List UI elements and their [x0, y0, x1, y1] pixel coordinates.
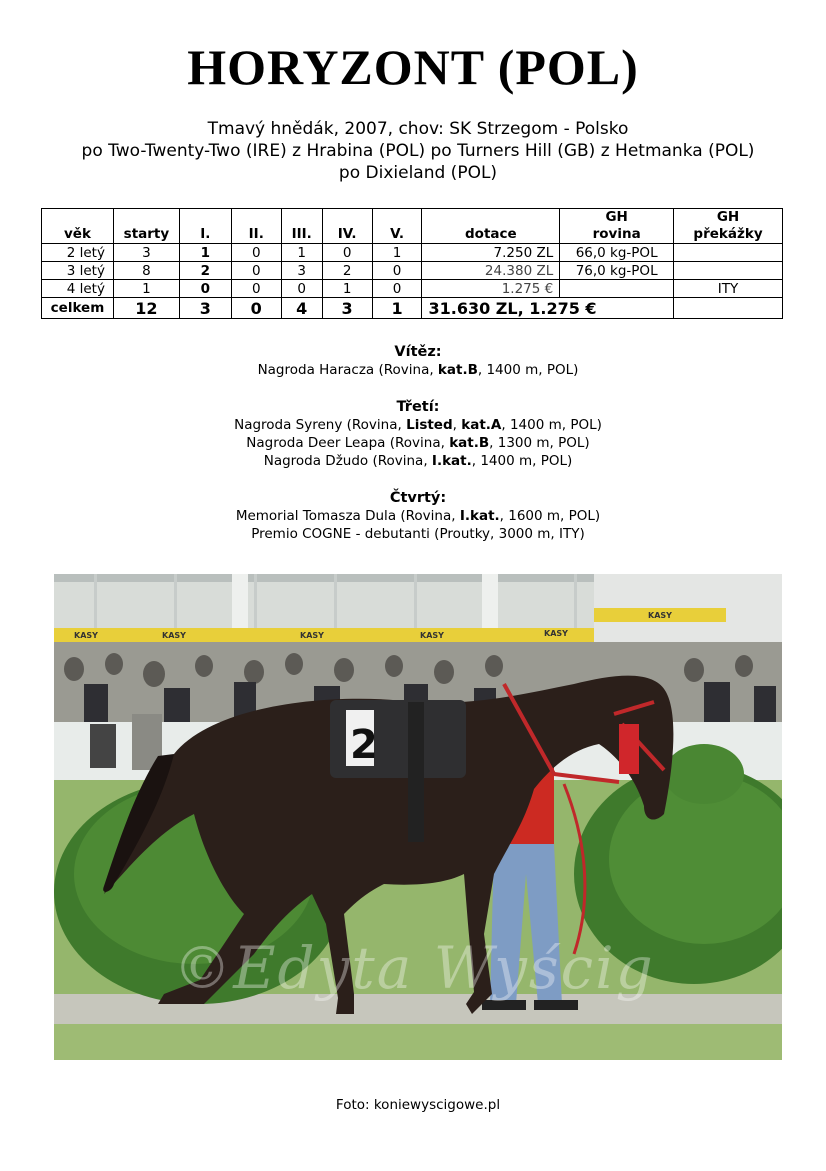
- race-line: Nagroda Deer Leapa (Rovina, kat.B, 1300 m, POL): [246, 435, 590, 451]
- kasy-sign: KASY: [300, 631, 324, 640]
- cell-fourth: 1: [322, 280, 372, 298]
- total-prize: 31.630 ZL, 1.275 €: [422, 298, 674, 319]
- kasy-sign: KASY: [648, 611, 672, 620]
- page-title: HORYZONT (POL): [187, 39, 639, 95]
- total-first: 3: [179, 298, 231, 319]
- fourth-heading: Čtvrtý:: [389, 490, 447, 506]
- header-fifth: V.: [372, 209, 422, 244]
- total-third: 4: [281, 298, 322, 319]
- photo-credit: Foto: koniewyscigowe.pl: [335, 1097, 501, 1113]
- header-starts: starty: [113, 209, 179, 244]
- cell-first: 0: [179, 280, 231, 298]
- horse-photo: [54, 574, 782, 1060]
- total-gh-jump: [674, 298, 783, 319]
- cell-fifth: 1: [372, 244, 422, 262]
- cell-gh-flat: [560, 280, 674, 298]
- horse-info: [0, 118, 826, 184]
- header-gh-jump-line-2: překážky: [693, 226, 763, 242]
- cell-starts: 3: [113, 244, 179, 262]
- cell-first: 1: [179, 244, 231, 262]
- table-row: [42, 244, 783, 262]
- cell-fourth: 2: [322, 262, 372, 280]
- cell-second: 0: [231, 244, 281, 262]
- cell-first: 2: [179, 262, 231, 280]
- cell-starts: 1: [113, 280, 179, 298]
- cell-gh-jump: [674, 244, 783, 262]
- header-gh-flat-line-1: GH: [605, 209, 628, 225]
- cell-third: 3: [281, 262, 322, 280]
- race-line: Memorial Tomasza Dula (Rovina, I.kat., 1600 m, POL): [235, 508, 601, 524]
- total-second: 0: [231, 298, 281, 319]
- total-fourth: 3: [322, 298, 372, 319]
- header-fourth: IV.: [322, 209, 372, 244]
- kasy-sign: KASY: [420, 631, 444, 640]
- header-prize: dotace: [422, 209, 560, 244]
- table-header-row: [42, 209, 783, 244]
- cell-fifth: 0: [372, 280, 422, 298]
- fourth-places-section: [0, 489, 826, 543]
- wins-section: [0, 343, 826, 379]
- header-first: I.: [179, 209, 231, 244]
- race-record-table: [41, 208, 783, 319]
- saddle-number: 2: [350, 722, 378, 768]
- cell-third: 0: [281, 280, 322, 298]
- cell-prize: 24.380 ZL: [422, 262, 560, 280]
- header-gh-jump: [674, 209, 783, 244]
- third-heading: Třetí:: [396, 399, 440, 415]
- cell-second: 0: [231, 262, 281, 280]
- race-line: Nagroda Syreny (Rovina, Listed, kat.A, 1400 m, POL): [234, 417, 602, 433]
- cell-prize: 1.275 €: [422, 280, 560, 298]
- header-gh-flat-line-2: rovina: [592, 226, 641, 242]
- horse-pedigree-line-1: po Two-Twenty-Two (IRE) z Hrabina (POL) po Turners Hill (GB) z Hetmanka (POL): [81, 141, 755, 161]
- cell-fifth: 0: [372, 262, 422, 280]
- total-fifth: 1: [372, 298, 422, 319]
- cell-gh-jump: ITY: [674, 280, 783, 298]
- race-line: Nagroda Haracza (Rovina, kat.B, 1400 m, POL): [257, 362, 579, 378]
- wins-heading: Vítěz:: [394, 344, 442, 360]
- table-row: [42, 262, 783, 280]
- header-gh-jump-line-1: GH: [716, 209, 740, 225]
- kasy-sign: KASY: [544, 629, 568, 638]
- table-row: [42, 280, 783, 298]
- cell-age: 2 letý: [42, 244, 114, 262]
- cell-age: 4 letý: [42, 280, 114, 298]
- cell-second: 0: [231, 280, 281, 298]
- table-total-row: [42, 298, 783, 319]
- cell-prize: 7.250 ZL: [422, 244, 560, 262]
- cell-third: 1: [281, 244, 322, 262]
- cell-age: 3 letý: [42, 262, 114, 280]
- horse-pedigree-line-2: po Dixieland (POL): [338, 163, 498, 183]
- header-age: věk: [42, 209, 114, 244]
- kasy-sign: KASY: [162, 631, 186, 640]
- third-places-section: [0, 398, 826, 470]
- race-line: Nagroda Džudo (Rovina, I.kat., 1400 m, POL): [263, 453, 573, 469]
- cell-gh-jump: [674, 262, 783, 280]
- total-starts: 12: [113, 298, 179, 319]
- kasy-sign: KASY: [74, 631, 98, 640]
- horse-info-line-1: Tmavý hnědák, 2007, chov: SK Strzegom - Polsko: [207, 119, 629, 139]
- cell-gh-flat: 66,0 kg-POL: [560, 244, 674, 262]
- race-line: Premio COGNE - debutanti (Proutky, 3000 m, ITY): [251, 526, 585, 542]
- header-third: III.: [281, 209, 322, 244]
- header-second: II.: [231, 209, 281, 244]
- total-label: celkem: [42, 298, 114, 319]
- cell-fourth: 0: [322, 244, 372, 262]
- photo-watermark: ©Edyta Wyścig: [173, 934, 655, 1002]
- cell-gh-flat: 76,0 kg-POL: [560, 262, 674, 280]
- cell-starts: 8: [113, 262, 179, 280]
- header-gh-flat: [560, 209, 674, 244]
